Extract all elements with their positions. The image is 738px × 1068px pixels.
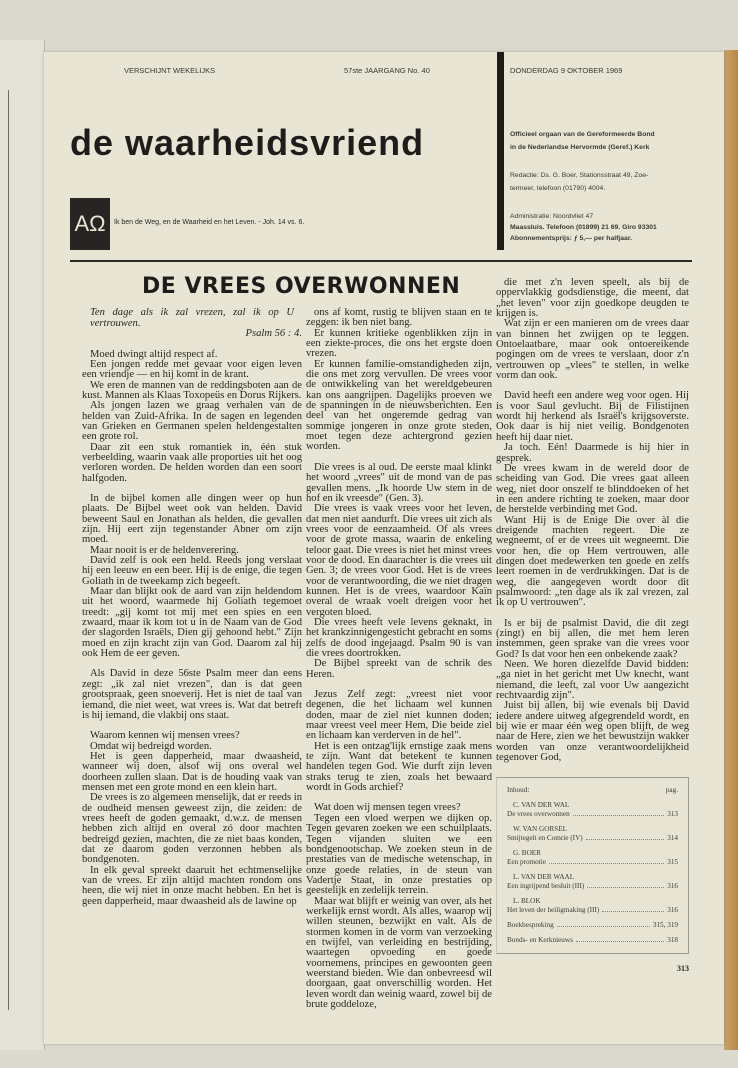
admin-line: Maassluis. Telefoon (01899) 21 69. Giro 93301 — [510, 224, 657, 231]
article-paragraph: Die vrees is vaak vrees voor het leven, dat men niet aandurft. Die vrees uit zich als vrees voor de eenzaamheid. Of als vrees voor de grote massa, waarin de enkeling teloor gaat. Die vrees is niet het minst vrees voor de dood. En daarachter is die vrees uit Gen. 3; de vrees voor God. Het is de vrees voor de verantwoording, die we niet dragen kunnen. Het is de vrees, waardoor Kaïn overal de wraak voelt dreigen voor het vergoten bloed. — [306, 503, 492, 618]
toc-page-heading: pag. — [665, 786, 678, 795]
article-paragraph: De vrees kwam in de wereld door de scheiding van God. Die vrees gaat alleen weg, niet door onszelf te blinddoeken of het in een andere richting te zoeken, maar door de herstelde verbinding met God. — [496, 462, 689, 516]
article-column-1 — [82, 308, 302, 907]
article-paragraph: Tegen een vloed werpen we dijken op. Tegen gevaren zoeken we een schuilplaats. Tegen vijanden sluiten we een bondgenootschap. We zoeken steun in de prestaties van de medische wetenschap, in onze goede relaties, in de steun van Vadertje Staat, in onze prestaties op geestelijk en zedelijk terrein. — [306, 812, 492, 897]
toc-page: 318 — [667, 936, 678, 945]
volume-label: 57ste JAARGANG No. 40 — [344, 66, 430, 75]
leader-dots — [587, 882, 664, 888]
toc-author: W. VAN GORSEL — [513, 825, 567, 834]
leader-dots — [573, 810, 665, 816]
leader-dots — [549, 858, 664, 864]
official-organ — [510, 128, 655, 154]
article-paragraph: Er kunnen kritieke ogenblikken zijn in een ziekte-proces, die ons het ergste doen vrezen. — [306, 327, 492, 360]
epigraph: Ten dage als ik zal vrezen, zal ik op U vertrouwen. — [90, 307, 294, 329]
masthead-rule — [70, 260, 692, 262]
article-paragraph: die met z'n leven speelt, als bij de oppervlakkig godsdienstige, die meent, dat „het leven" voor zijn goedkope deugden te krijgen is. — [496, 277, 689, 320]
toc-page: 314 — [667, 834, 678, 843]
editorial-info — [510, 169, 648, 195]
table-of-contents — [496, 777, 689, 954]
toc-heading: Inhoud: — [507, 786, 530, 795]
article-paragraph: De vrees is zo algemeen menselijk, dat er reeds in de oudheid mensen geweest zijn, die zeiden: de vrees heeft de goden gemaakt, d.w.z. de mensen hebben zich altijd en overal zó door machten bedreigd gezien, machten, die ze niet baas konden, dat ze daarom goden verzonnen hebben als bondgenoten. — [82, 792, 302, 866]
page-number: 313 — [677, 964, 689, 974]
alpha-omega-logo: AΩ — [70, 198, 110, 250]
toc-entry[interactable] — [507, 801, 678, 819]
newspaper-page — [44, 52, 724, 1044]
toc-author: L. VAN DER WAAL — [513, 873, 575, 882]
official-line: in de Nederlandse Hervormde (Geref.) Kerk — [510, 144, 650, 151]
administration-info — [510, 211, 657, 244]
toc-page: 316 — [667, 882, 678, 891]
article-paragraph: Jezus Zelf zegt: „vreest niet voor degenen, die het lichaam wel kunnen doden, maar de ziel niet kunnen doden; maar vreest veel meer Hem, Die beide ziel en lichaam kan verderven in de hel". — [306, 689, 492, 742]
article-paragraph: Moed dwingt altijd respect af. — [90, 348, 218, 360]
article-paragraph: In elk geval spreekt daaruit het echtmenselijke van de vrees. Er zijn altijd machten rondom ons heen, die wij niet in onze macht hebben. En het is geen dapperheid, maar dwaasheid als de lawine op — [82, 864, 302, 907]
article-paragraph: Daar zit een stuk romantiek in, één stuk verbeelding, waarin vaak alle proporties uit het oog verloren worden. De helden worden dan een soort halfgoden. — [82, 441, 302, 484]
leader-dots — [602, 906, 664, 912]
article-paragraph: Waarom kennen wij mensen vrees? — [90, 730, 240, 742]
article-column-3 — [496, 278, 689, 975]
toc-title: Een promotie — [507, 858, 546, 867]
binding-edge — [724, 50, 738, 1050]
article-paragraph: Ja toch. Eén! Daarmede is hij hier in gesprek. — [496, 442, 689, 464]
toc-page: 316 — [667, 906, 678, 915]
article-paragraph: Maar nooit is er de heldenverering. — [90, 544, 239, 556]
toc-title: Smijtegelt en Comrie (IV) — [507, 834, 583, 843]
toc-entry[interactable] — [507, 849, 678, 867]
article-paragraph: In de bijbel komen alle dingen weer op hun plaats. De Bijbel weet ook van helden. David beweent Saul en Jonathan als helden, die gevallen zijn. Hij eert zijn tegenstander Abner om zijn moed. — [82, 492, 302, 546]
toc-entry[interactable] — [507, 873, 678, 891]
article-paragraph: Juist bij allen, bij wie evenals bij David iedere andere uitweg afgegrendeld wordt, en bij wie er maar één weg open blijft, de weg naar de Here, zien we het bewustzijn wakker worden van onze verantwoordelijkheid tegenover God, — [496, 700, 689, 764]
article-paragraph: Omdat wij bedreigd worden. — [90, 740, 212, 752]
article-paragraph: Die vrees heeft vele levens geknakt, in het krankzinnigengesticht gebracht en soms zelfs de dood ingejaagd. Psalm 90 is van die vrees doortrokken. — [306, 616, 492, 659]
toc-entry[interactable] — [507, 921, 678, 930]
article-paragraph: Wat doen wij mensen tegen vrees? — [314, 802, 461, 814]
article-paragraph: De Bijbel spreekt van de schrik des Heren. — [306, 658, 492, 680]
toc-page: 315 — [667, 858, 678, 867]
leader-dots — [586, 834, 665, 840]
toc-author: L. BLOK — [513, 897, 541, 906]
article-paragraph: Want Hij is de Enige Die over àl die dreigende machten regeert. Die ze wegneemt, of er de vrees uit wegneemt. Die voor hen, die op Hem vertrouwen, alle dingen doet medewerken ten goede en zelfs leert roemen in de verdrukkingen. Dat is de weg, die aangegeven wordt door dit psalmwoord: „ten dage als ik zal vrezen, zal ik op U vertrouwen". — [496, 514, 689, 609]
article-paragraph: Als David in deze 56ste Psalm meer dan eens zegt: „ik zal niet vrezen", dan is dat geen grootspraak, geen snoeverij. Het is niet de taal van iemand, die niet weet, wat vrees is. Wat dat betreft is hij iemand, die vlakbij ons staat. — [82, 668, 302, 721]
toc-title: Boekbespreking — [507, 921, 554, 930]
toc-page: 313 — [667, 810, 678, 819]
editor-line: Redactie: Ds. G. Boer, Stationsstraat 49, Zoe- — [510, 172, 649, 179]
editor-line: termeer, telefoon (01790) 4004. — [510, 185, 606, 192]
article-paragraph: Het is een ontzag'lijk ernstige zaak mens te zijn. Want dat betekent te kunnen handelen tegen God. Wie durft zijn leven straks terug te zien, zoals het bewaard wordt in Gods archief? — [306, 740, 492, 794]
article-paragraph: David zelf is ook een held. Reeds jong verslaat hij een leeuw en een beer. Hij is de enige, die tegen Goliath in de tweekamp zich begeeft. — [82, 555, 302, 587]
toc-title: De vrees overwonnen — [507, 810, 570, 819]
article-paragraph: Een jongen redde met gevaar voor eigen leven een vriendje — en hij komt in de krant. — [82, 358, 302, 381]
article-paragraph: Het is geen dapperheid, maar dwaasheid, wanneer wij doen, alsof wij ons overal wel doorheen zullen slaan. Dat is de houding vaak van mensen met een grote mond en een klein hart. — [82, 750, 302, 793]
masthead-divider — [497, 52, 504, 250]
article-paragraph: David heeft een andere weg voor ogen. Hij is voor Saul gevlucht. Bij de Filistijnen wordt hij herkend als Israël's krijgsoverste. Ook daar is hij niet veilig. Bondgenoten heeft hij daar niet. — [496, 390, 689, 443]
article-paragraph: Als jongen lazen we graag verhalen van de helden van Zuid-Afrika. In de sagen en legenden van Grieken en Germanen spelen heldengestalten een grote rol. — [82, 400, 302, 443]
issue-date: DONDERDAG 9 OKTOBER 1969 — [510, 66, 623, 75]
article-paragraph: Maar dan blijkt ook de aard van zijn heldendom uit het woord, waarmede hij Goliath tegemoet treedt: „gij komt tot mij met een spies en een zwaard, maar ik kom tot u in de Naam van de God der slagorden Israëls, Dien gij gehoond hebt." Zijn moed en zijn kracht zijn van God. Daarom zal hij ook Hem de eer geven. — [82, 586, 302, 660]
motto: Ik ben de Weg, en de Waarheid en het Leven. - Joh. 14 vs. 6. — [114, 219, 305, 226]
toc-entry[interactable] — [507, 825, 678, 843]
adjacent-page-edge — [0, 40, 45, 1050]
article-paragraph: ons af komt, rustig te blijven staan en te zeggen: ik ben niet bang. — [306, 307, 492, 329]
article-paragraph: We eren de mannen van de reddingsboten aan de kust. Mannen als Klaas Toxopeüs en Dorus Rijkers. — [82, 379, 302, 401]
article-paragraph: Neen. We horen diezelfde David bidden: „ga niet in het gericht met Uw knecht, want niemand, die leeft, zal voor Uw aangezicht rechtvaardig zijn". — [496, 659, 689, 702]
frequency-label: VERSCHIJNT WEKELIJKS — [124, 66, 216, 75]
article-paragraph: Die vrees is al oud. De eerste maal klinkt het woord „vrees" uit de mond van de pas gevallen mens. „Ik hoorde Uw stem in de hof en ik vreesde" (Gen. 3). — [306, 461, 492, 504]
toc-author: G. BOER — [513, 849, 541, 858]
toc-title: Een ingrijpend besluit (III) — [507, 882, 585, 891]
article-paragraph: Is er bij de psalmist David, die dit zegt (zingt) en bij allen, die met hem leren instemmen, geen sprake van die vrees voor God? Is dat voor hen een onbekende zaak? — [496, 617, 689, 660]
article-paragraph: Wat zijn er een manieren om de vrees daar van binnen het zwijgen op te leggen. Ontoelaatbare, maar ook ontoereikende pogingen om de vrees te verslaan, door z'n vertrouwen op „vlees" te stellen, in welke vorm dan ook. — [496, 318, 689, 382]
newspaper-title: de waarheidsvriend — [70, 122, 425, 163]
article-paragraph: Er kunnen familie-omstandigheden zijn, die ons met zorg vervullen. De vrees voor de ontwikkeling van het wereldgebeuren kan ons aangrijpen. Dagelijks proeven we de spanningen in de nieuwsberichten. Een deel van het ongeremde gedrag van sommige jongeren in onze grote steden, moet tegen deze achtergrond gezien worden. — [306, 358, 492, 453]
epigraph-reference: Psalm 56 : 4. — [245, 328, 302, 339]
leader-dots — [557, 921, 650, 927]
toc-entry[interactable] — [507, 936, 678, 945]
toc-title: Het leven der heiligmaking (III) — [507, 906, 600, 915]
article-headline: DE VREES OVERWONNEN — [142, 274, 461, 299]
toc-page: 315, 319 — [652, 921, 678, 930]
article-paragraph: Maar wat blijft er weinig van over, als het werkelijk ernst wordt. Als alles, waarop wij willen steunen, bezwijkt en valt. Als de stormen komen in de vorm van verzoeking en twijfel, van verleiding en bestrijding, waartegen opvoeding en goede voornemens, principes en gewoonten geen weerstand bieden. Wie dan onbevreesd wil doorgaan, gaat onverschillig worden. Het leven wordt dan weinig waard, zowel bij de brute goddeloze, — [306, 895, 492, 1010]
admin-line: Administratie: Noordvliet 47 — [510, 213, 594, 220]
article-column-2 — [306, 308, 492, 1010]
column-rule — [8, 90, 9, 1010]
admin-line: Abonnementsprijs: ƒ 5,— per halfjaar. — [510, 235, 632, 242]
toc-entry[interactable] — [507, 897, 678, 915]
toc-title: Bonds- en Kerknieuws — [507, 936, 573, 945]
official-line: Officieel orgaan van de Gereformeerde Bond — [510, 131, 655, 138]
leader-dots — [576, 936, 664, 942]
toc-author: C. VAN DER WAL — [513, 801, 570, 810]
